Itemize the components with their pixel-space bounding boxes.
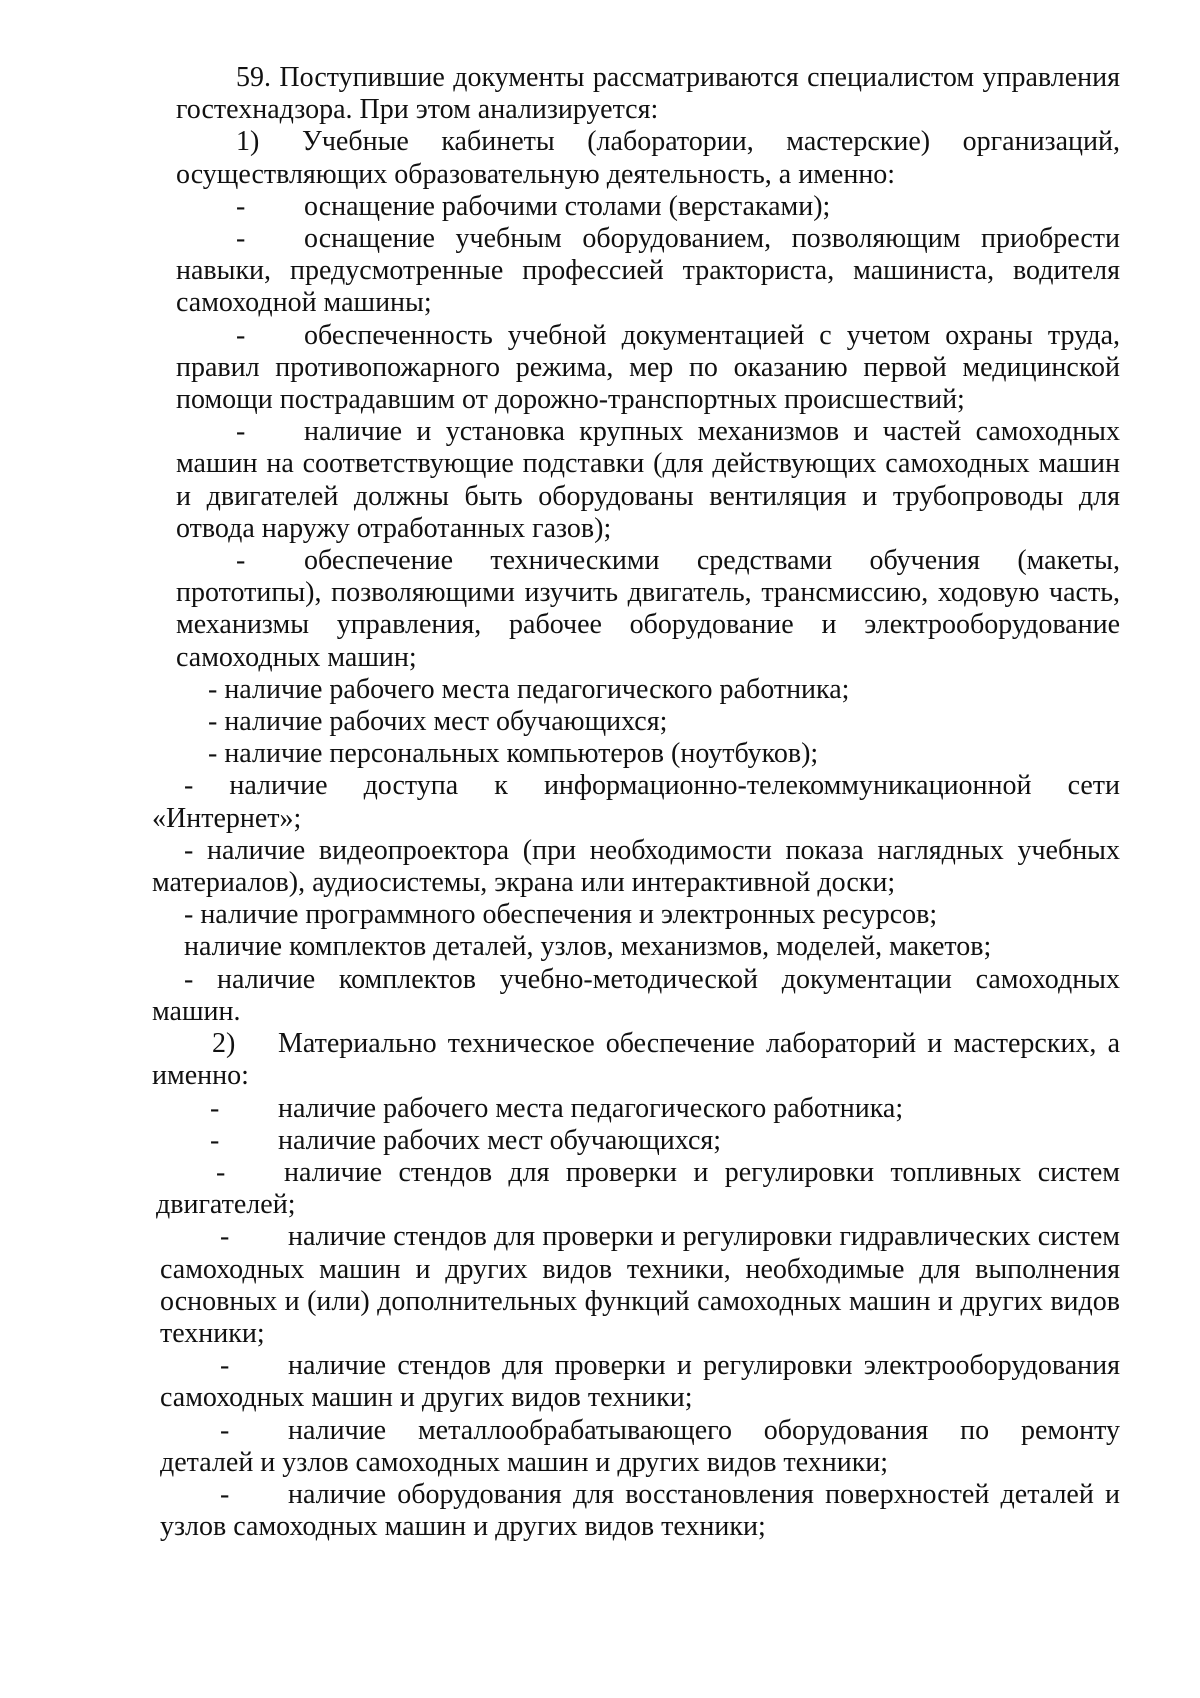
list-item-text: наличие стендов для проверки и регулировки электрооборудования самоходных машин и других видов техники; — [160, 1350, 1120, 1414]
dash-marker: - — [236, 190, 246, 222]
list-item — [152, 931, 1120, 963]
list-item — [160, 1479, 1120, 1543]
list-item-text: оснащение учебным оборудованием, позволяющим приобрести навыки, предусмотренные профессией тракториста, машиниста, водителя самоходной машины; — [176, 223, 1120, 319]
list-item-text: наличие стендов для проверки и регулировки гидравлических систем самоходных машин и других видов техники, необходимые для выполнения основных и (или) дополнительных функций самоходных машин и других видов техники; — [160, 1221, 1120, 1349]
dash-marker: - — [210, 1124, 220, 1156]
section-1-heading — [176, 126, 1120, 190]
paragraph-59 — [176, 62, 1120, 126]
list-item-text: наличие оборудования для восстановления поверхностей деталей и узлов самоходных машин и других видов техники; — [160, 1478, 1120, 1543]
list-item-text: - наличие видеопроектора (при необходимости показа наглядных учебных материалов), аудиосистемы, экрана или интерактивной доски; — [152, 834, 1120, 899]
section-2-number: 2) — [212, 1028, 236, 1060]
list-item — [160, 1350, 1120, 1414]
list-item — [156, 1157, 1120, 1221]
list-item — [152, 899, 1120, 931]
list-item — [152, 770, 1120, 834]
dash-marker: - — [236, 545, 246, 577]
list-item — [152, 835, 1120, 899]
list-item-text: - наличие персональных компьютеров (ноутбуков); — [208, 738, 819, 770]
list-item-text: наличие рабочего места педагогического работника; — [278, 1092, 904, 1124]
list-item — [160, 1415, 1120, 1479]
list-item — [176, 416, 1120, 545]
dash-marker: - — [220, 1221, 230, 1253]
dash-marker: - — [236, 416, 246, 448]
list-item — [176, 223, 1120, 320]
section-2-text: Материально техническое обеспечение лабораторий и мастерских, а именно: — [152, 1028, 1120, 1092]
list-item-text: оснащение рабочими столами (верстаками); — [304, 190, 831, 222]
dash-marker: - — [220, 1478, 230, 1510]
dash-marker: - — [220, 1414, 230, 1446]
dash-marker: - — [210, 1092, 220, 1124]
list-item-text: наличие и установка крупных механизмов и частей самоходных машин на соответствующие подставки (для действующих самоходных машин и двигателей должны быть оборудованы вентиляция и трубопроводы для отвода наружу отработанных газов); — [176, 416, 1120, 544]
list-item — [150, 1125, 1120, 1157]
list-item-text: наличие металлообрабатывающего оборудования по ремонту деталей и узлов самоходных машин и других видов техники; — [160, 1414, 1120, 1478]
dash-marker: - — [220, 1350, 230, 1382]
list-item-text: обеспечение техническими средствами обучения (макеты, прототипы), позволяющими изучить двигатель, трансмиссию, ходовую часть, механизмы управления, рабочее оборудование и электрооборудование самоходных машин; — [176, 545, 1120, 673]
list-item-text: обеспеченность учебной документацией с учетом охраны труда, правил противопожарного режима, мер по оказанию первой медицинской помощи пострадавшим от дорожно-транспортных происшествий; — [176, 319, 1120, 416]
list-item — [176, 545, 1120, 674]
list-item-text: - наличие программного обеспечения и электронных ресурсов; — [184, 899, 938, 931]
list-item — [176, 191, 1120, 223]
list-item-text: - наличие рабочего места педагогического работника; — [208, 673, 850, 705]
list-item-text: наличие стендов для проверки и регулировки топливных систем двигателей; — [156, 1156, 1120, 1221]
section-2-heading — [152, 1028, 1120, 1092]
dash-marker: - — [216, 1156, 226, 1188]
list-item — [152, 964, 1120, 1028]
list-item — [176, 320, 1120, 417]
section-1-text: Учебные кабинеты (лаборатории, мастерские) организаций, осуществляющих образовательную деятельность, а именно: — [176, 126, 1120, 190]
list-item-text: наличие комплектов деталей, узлов, механизмов, моделей, макетов; — [184, 931, 992, 963]
list-item — [176, 706, 1120, 738]
list-item — [150, 1093, 1120, 1125]
list-item-text: - наличие доступа к информационно-телекоммуникационной сети «Интернет»; — [152, 770, 1120, 834]
list-item — [176, 674, 1120, 706]
paragraph-59-text: 59. Поступившие документы рассматриваются специалистом управления гостехнадзора. При этом анализируется: — [176, 62, 1120, 126]
list-item — [160, 1221, 1120, 1350]
document-body — [152, 62, 1120, 1543]
list-item-text: - наличие рабочих мест обучающихся; — [208, 706, 668, 738]
dash-marker: - — [236, 223, 246, 255]
list-item-text: наличие рабочих мест обучающихся; — [278, 1124, 722, 1156]
section-1-number: 1) — [236, 126, 260, 158]
dash-marker: - — [236, 319, 246, 351]
list-item-text: - наличие комплектов учебно-методической документации самоходных машин. — [152, 963, 1120, 1027]
list-item — [176, 738, 1120, 770]
